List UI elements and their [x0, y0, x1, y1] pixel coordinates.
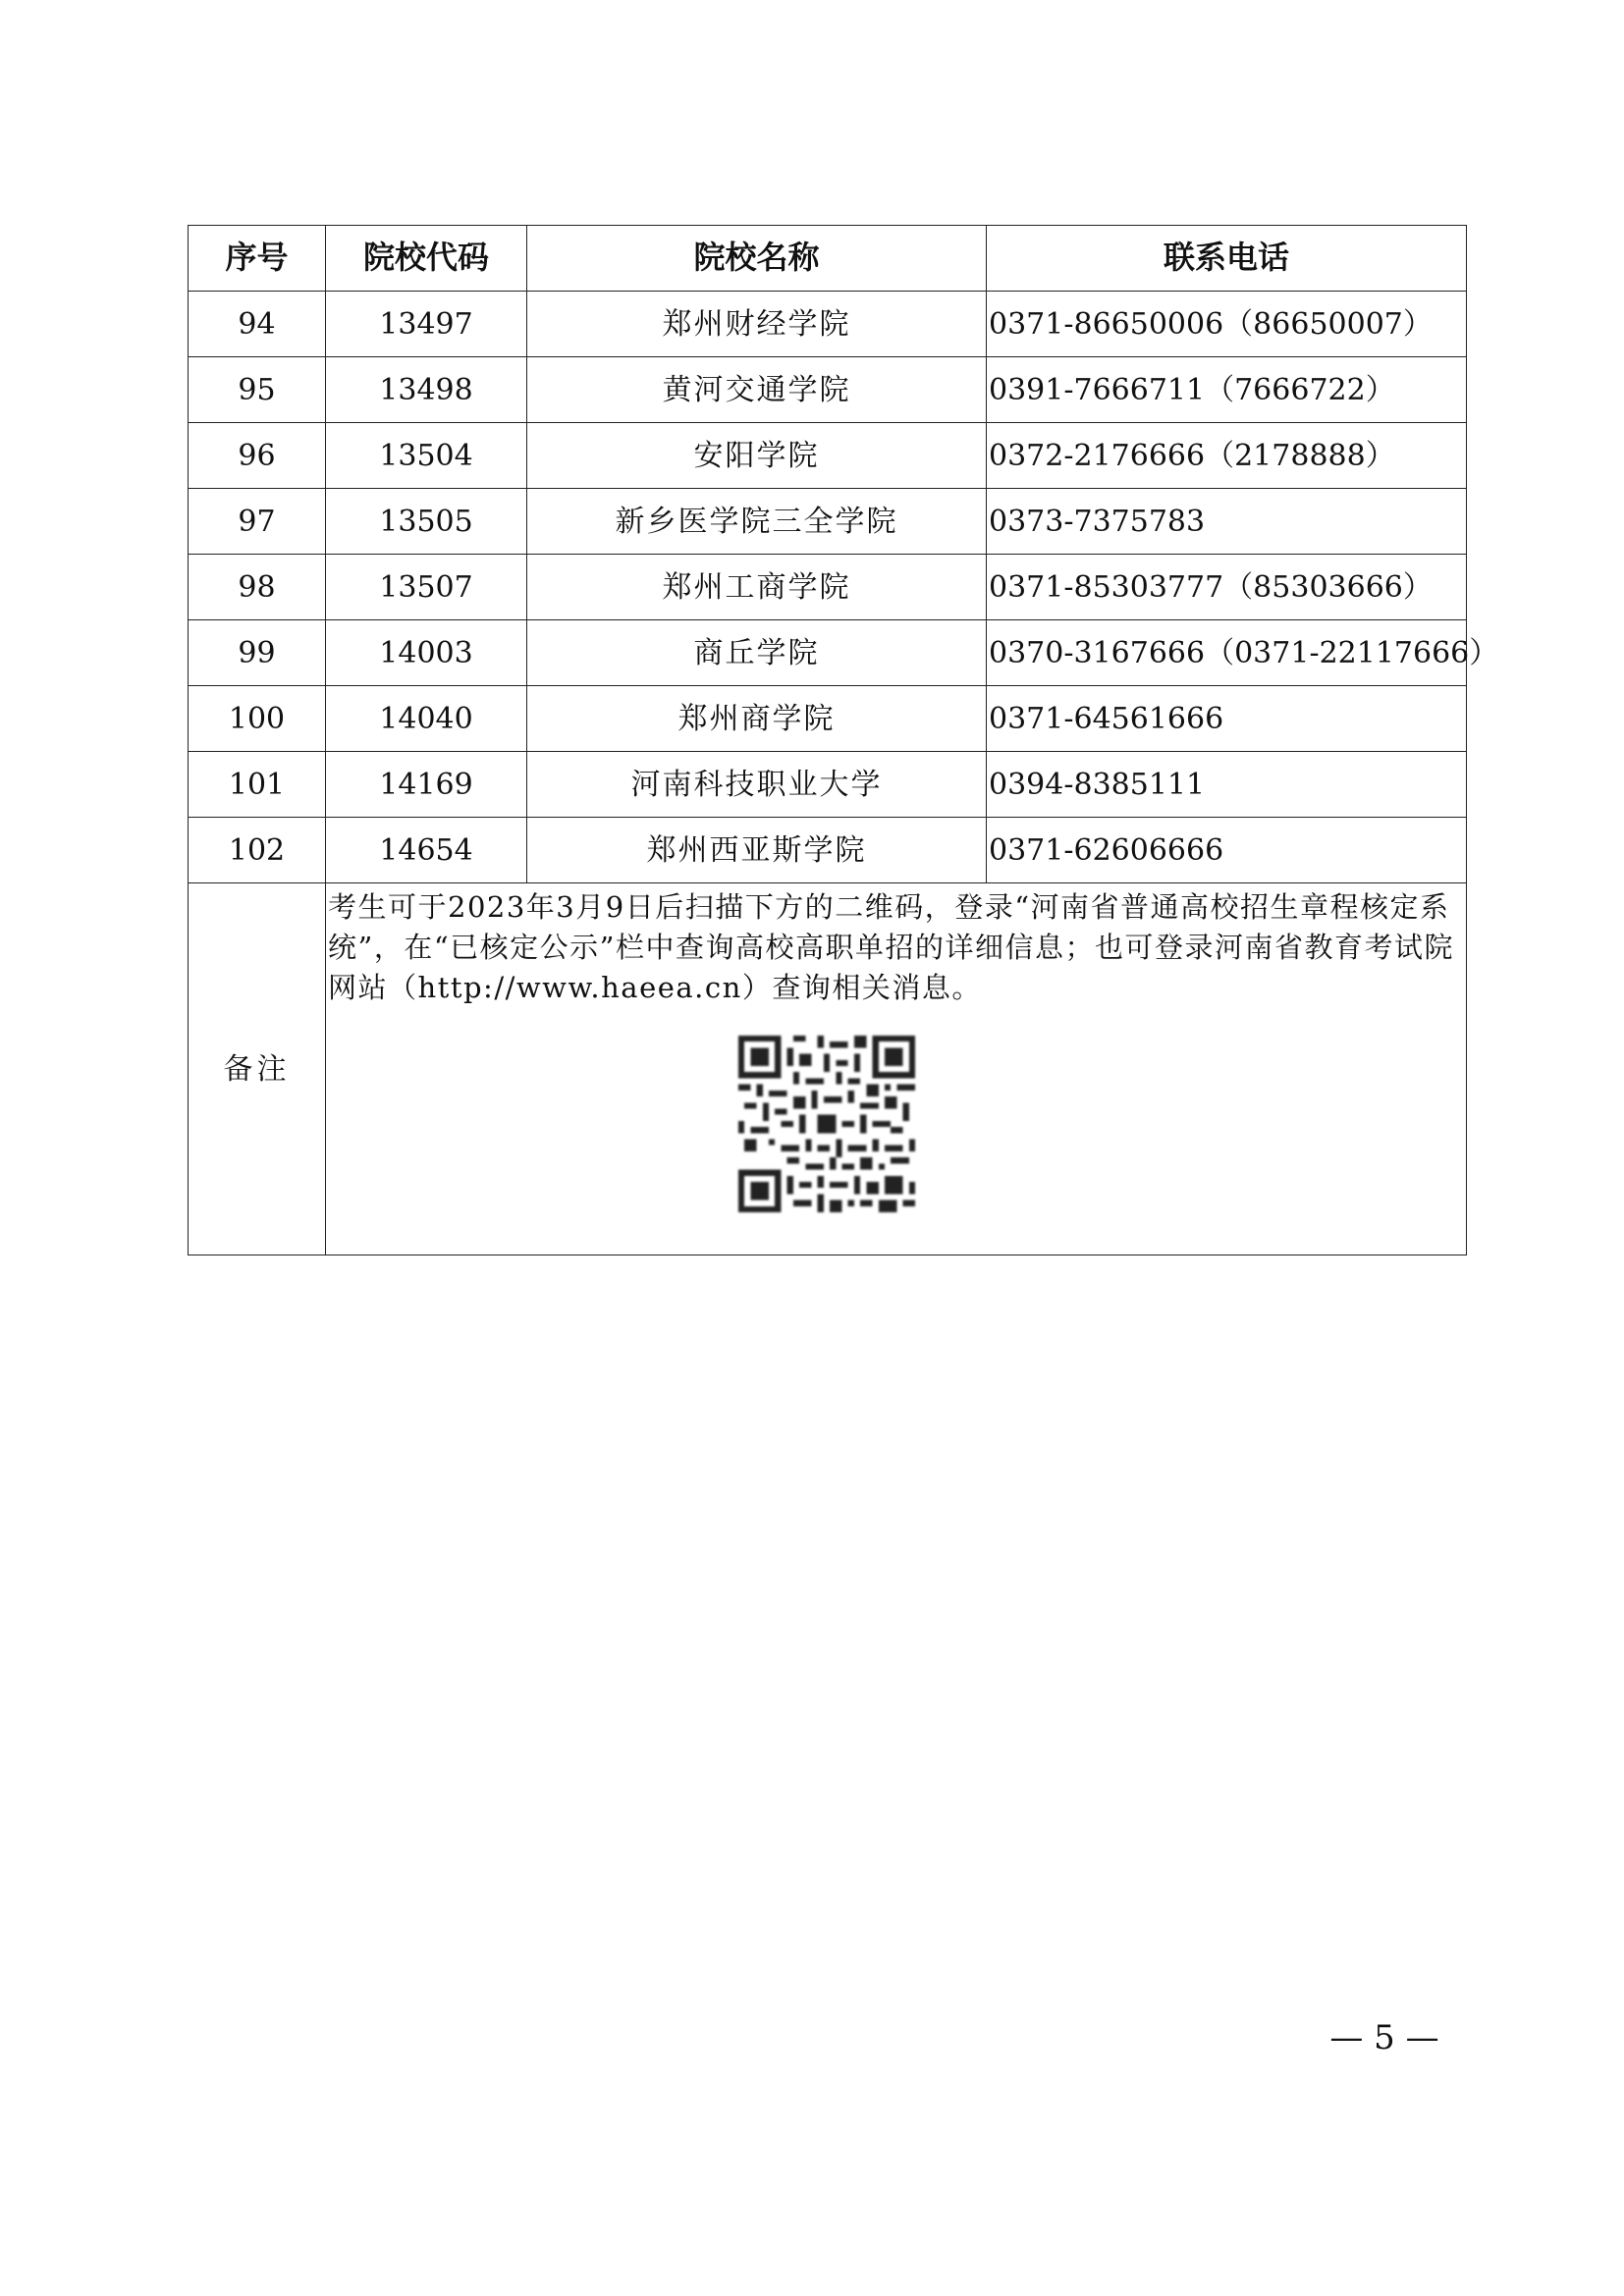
row-code: 13498 [326, 357, 527, 423]
row-code: 14654 [326, 818, 527, 883]
row-code: 13505 [326, 489, 527, 555]
row-seq: 99 [189, 620, 326, 686]
table-row [189, 489, 1467, 555]
header-phone: 联系电话 [987, 226, 1467, 292]
row-school-name: 郑州工商学院 [527, 555, 987, 620]
row-phone: 0394-8385111 [987, 752, 1467, 818]
row-school-name: 郑州西亚斯学院 [527, 818, 987, 883]
row-school-name: 河南科技职业大学 [527, 752, 987, 818]
qr-code-icon [738, 1036, 915, 1212]
note-label: 备注 [189, 883, 326, 1255]
row-school-name: 郑州商学院 [527, 686, 987, 752]
row-code: 13504 [326, 423, 527, 489]
table-row [189, 752, 1467, 818]
table-row [189, 620, 1467, 686]
header-seq: 序号 [189, 226, 326, 292]
row-seq: 98 [189, 555, 326, 620]
row-school-name: 安阳学院 [527, 423, 987, 489]
row-school-name: 新乡医学院三全学院 [527, 489, 987, 555]
page-number: — 5 — [1329, 2018, 1439, 2057]
row-school-name: 郑州财经学院 [527, 292, 987, 357]
row-phone: 0371-86650006（86650007） [987, 292, 1467, 357]
row-school-name: 商丘学院 [527, 620, 987, 686]
row-phone: 0371-85303777（85303666） [987, 555, 1467, 620]
row-seq: 102 [189, 818, 326, 883]
table-row [189, 292, 1467, 357]
row-seq: 101 [189, 752, 326, 818]
row-code: 13497 [326, 292, 527, 357]
table-header-row [189, 226, 1467, 292]
row-phone: 0370-3167666（0371-22117666） [987, 620, 1467, 686]
row-phone: 0372-2176666（2178888） [987, 423, 1467, 489]
row-phone: 0391-7666711（7666722） [987, 357, 1467, 423]
note-row [189, 883, 1467, 1255]
table-row [189, 357, 1467, 423]
row-seq: 94 [189, 292, 326, 357]
row-code: 14040 [326, 686, 527, 752]
row-school-name: 黄河交通学院 [527, 357, 987, 423]
schools-table [188, 225, 1499, 1255]
qr-code [738, 1036, 915, 1212]
note-text: 考生可于2023年3月9日后扫描下方的二维码，登录“河南省普通高校招生章程核定系统”，在“已核定公示”栏中查询高校高职单招的详细信息；也可登录河南省教育考试院网站（http://www.haeea.cn）查询相关消息。 [328, 890, 1454, 1004]
row-code: 14003 [326, 620, 527, 686]
row-seq: 95 [189, 357, 326, 423]
table-row [189, 555, 1467, 620]
header-code: 院校代码 [326, 226, 527, 292]
row-code: 14169 [326, 752, 527, 818]
table-row [189, 686, 1467, 752]
row-seq: 97 [189, 489, 326, 555]
table-row [189, 423, 1467, 489]
note-cell [326, 883, 1467, 1255]
row-phone: 0371-62606666 [987, 818, 1467, 883]
row-code: 13507 [326, 555, 527, 620]
header-name: 院校名称 [527, 226, 987, 292]
row-phone: 0373-7375783 [987, 489, 1467, 555]
row-seq: 100 [189, 686, 326, 752]
table-row [189, 818, 1467, 883]
row-phone: 0371-64561666 [987, 686, 1467, 752]
row-seq: 96 [189, 423, 326, 489]
